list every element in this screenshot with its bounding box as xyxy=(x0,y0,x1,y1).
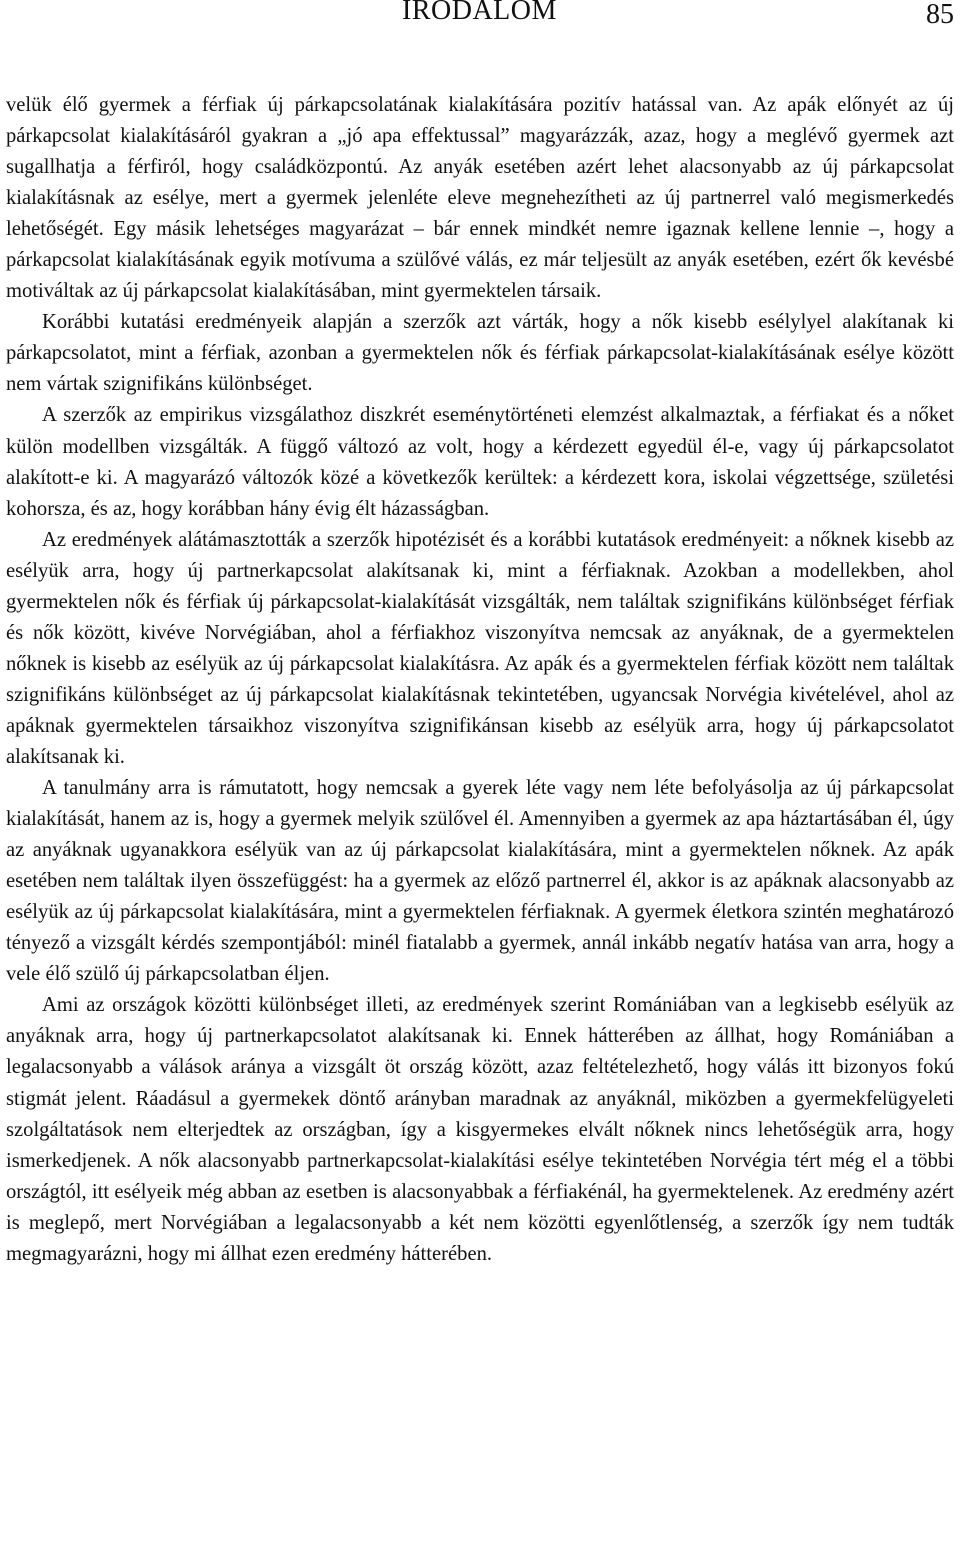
page-number: 85 xyxy=(926,0,954,30)
paragraph: Korábbi kutatási eredményeik alapján a szerzők azt várták, hogy a nők kisebb esélylyel alakítanak ki párkapcsolatot, mint a férfiak, azonban a gyermektelen nők és férfiak párkapcsolat-kialakításának esélye között nem vártak szignifikáns különbséget. xyxy=(6,311,954,396)
paragraph: A tanulmány arra is rámutatott, hogy nemcsak a gyerek léte vagy nem léte befolyásolja az új párkapcsolat kialakítását, hanem az is, hogy a gyermek melyik szülővel él. Amennyiben a gyermek az apa háztartásában él, úgy az anyáknak ugyanakkora esélyük van az új párkapcsolat kialakítására, mint a gyermektelen nőknek. Az apák esetében nem találtak ilyen összefüggést: ha a gyermek az előző partnerrel él, akkor is az apáknak alacsonyabb az esélyük az új párkapcsolat kialakítására, mint a gyermektelen férfiaknak. A gyermek életkora szintén meghatározó tényező a vizsgált kérdés szempontjából: minél fiatalabb a gyermek, annál inkább negatív hatása van arra, hogy a vele élő szülő új párkapcsolatban éljen. xyxy=(6,777,954,986)
running-head: IRODALOM xyxy=(402,0,557,26)
paragraph: Az eredmények alátámasztották a szerzők hipotézisét és a korábbi kutatások eredményeit: a nőknek kisebb az esélyük arra, hogy új partnerkapcsolat alakítsanak ki, mint a férfiaknak. Azokban a modellekben, ahol gyermektelen nők és férfiak új párkapcsolat-kialakítását vizsgálták, nem találtak szignifikáns különbséget férfiak és nők között, kivéve Norvégiában, ahol a férfiakhoz viszonyítva nemcsak az anyáknak, de a gyermektelen nőknek is kisebb az esélyük az új párkapcsolat kialakításra. Az apák és a gyermektelen férfiak között nem találtak szignifikáns különbséget az új párkapcsolat kialakításnak tekintetében, ugyancsak Norvégia kivételével, ahol az apáknak gyermektelen társaikhoz viszonyítva szignifikánsan kisebb az esélyük arra, hogy új párkapcsolatot alakítsanak ki. xyxy=(6,528,954,768)
page-header xyxy=(0,0,960,34)
paragraph: Ami az országok közötti különbséget illeti, az eredmények szerint Romániában van a legkisebb esélyük az anyáknak arra, hogy új partnerkapcsolatot alakítsanak ki. Ennek hátterében az állhat, hogy Romániában a legalacsonyabb a válások aránya a vizsgált öt ország között, azaz feltételezhető, hogy válás itt bizonyos fokú stigmát jelent. Ráadásul a gyermekek döntő arányban maradnak az anyáknál, miközben a gyermekfelügyeleti szolgáltatások nem elterjedtek az országban, így a kisgyermekes elvált nőknek nincs lehetőségük arra, hogy ismerkedjenek. A nők alacsonyabb partnerkapcsolat-kialakítási esélye tekintetében Norvégia tért még el a többi országtól, itt esélyeik még abban az esetben is alacsonyabbak a férfiakénál, ha gyermektelenek. Az eredmény azért is meglepő, mert Norvégiában a legalacsonyabb a két nem közötti egyenlőtlenség, a szerzők így nem tudták megmagyarázni, hogy mi állhat ezen eredmény hátterében. xyxy=(6,994,954,1265)
paragraph: A szerzők az empirikus vizsgálathoz diszkrét eseménytörténeti elemzést alkalmaztak, a férfiakat és a nőket külön modellben vizsgálták. A függő változó az volt, hogy a kérdezett egyedül él-e, vagy új párkapcsolatot alakított-e ki. A magyarázó változók közé a következők kerültek: a kérdezett kora, iskolai végzettsége, születési kohorsza, és az, hogy korábban hány évig élt házasságban. xyxy=(6,404,954,520)
article-body xyxy=(6,90,954,1270)
paragraph: velük élő gyermek a férfiak új párkapcsolatának kialakítására pozitív hatással van. Az apák előnyét az új párkapcsolat kialakításáról gyakran a „jó apa effektussal” magyarázzák, azaz, hogy a meglévő gyermek azt sugallhatja a férfiról, hogy családközpontú. Az anyák esetében azért lehet alacsonyabb az új párkapcsolat kialakításnak az esélye, mert a gyermek jelenléte eleve megnehezítheti az új partnerrel való megismerkedés lehetőségét. Egy másik lehetséges magyarázat – bár ennek mindkét nemre igaznak kellene lennie –, hogy a párkapcsolat kialakításának egyik motívuma a szülővé válás, ez már teljesült az anyák esetében, ezért ők kevésbé motiváltak az új párkapcsolat kialakításában, mint gyermektelen társaik. xyxy=(6,94,954,303)
